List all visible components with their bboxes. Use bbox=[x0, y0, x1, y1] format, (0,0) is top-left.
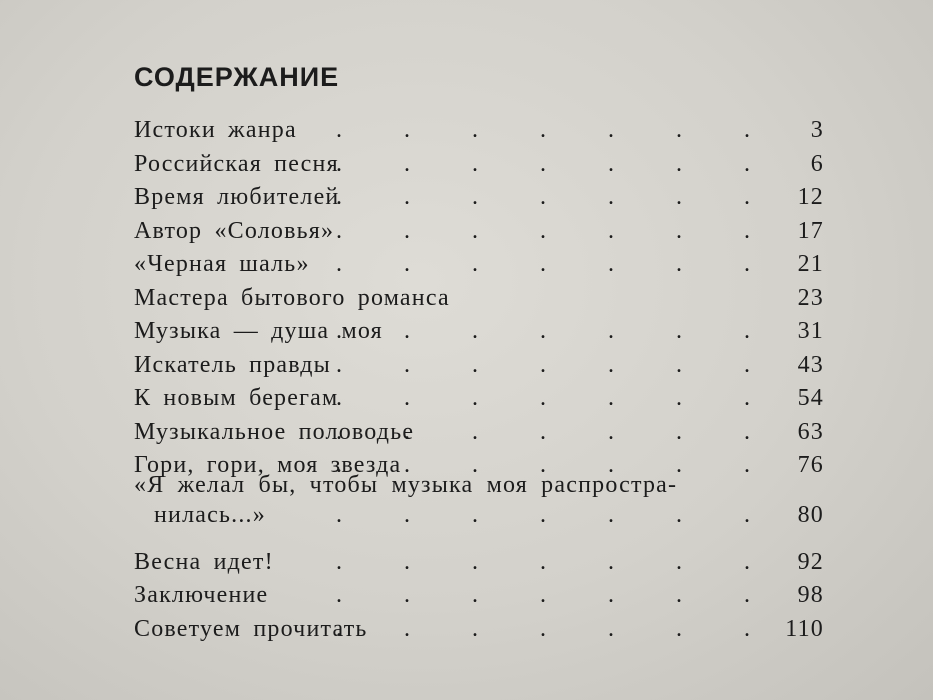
toc-entry bbox=[134, 148, 834, 182]
toc-entry bbox=[134, 282, 834, 316]
toc-entry bbox=[134, 416, 834, 450]
toc-entry-page: 31 bbox=[797, 318, 824, 344]
toc-entry-title: Музыкальное половодье bbox=[134, 418, 415, 445]
dot-leader: . . . . . . . bbox=[336, 501, 778, 528]
toc-entry-page: 54 bbox=[797, 385, 824, 411]
toc-entry-title: Весна идет! bbox=[134, 548, 274, 575]
toc-entry bbox=[134, 613, 834, 647]
dot-leader: . . . . . . . bbox=[336, 385, 778, 411]
toc-entry-title: Истоки жанра bbox=[134, 117, 297, 143]
toc-entry bbox=[134, 114, 834, 148]
toc-entry bbox=[134, 382, 834, 416]
dot-leader: . . . . . . . bbox=[336, 217, 778, 244]
toc-entry-page: 80 bbox=[797, 501, 824, 528]
toc-entry-title-line1: «Я желал бы, чтобы музыка моя распростра- bbox=[134, 471, 678, 498]
dot-leader: . . . . . . . bbox=[336, 582, 778, 608]
toc-entry-title: «Черная шаль» bbox=[134, 251, 310, 277]
toc-entry-page: 17 bbox=[797, 217, 824, 244]
toc-entry bbox=[134, 315, 834, 349]
toc-entry-page: 43 bbox=[797, 351, 824, 378]
toc-entry-page: 23 bbox=[797, 284, 824, 311]
dot-leader: . . . . . . . bbox=[336, 318, 778, 344]
toc-entry-title-line2: нилась...» bbox=[154, 501, 266, 528]
toc-entry-title: Заключение bbox=[134, 582, 269, 608]
toc-entry-title: Гори, гори, моя звезда bbox=[134, 452, 402, 478]
table-of-contents bbox=[134, 114, 834, 646]
toc-entry bbox=[134, 349, 834, 383]
dot-leader: . . . . . . . bbox=[336, 150, 778, 177]
toc-heading: СОДЕРЖАНИЕ bbox=[134, 62, 340, 92]
toc-entry-page: 6 bbox=[810, 150, 824, 177]
toc-entry-title: К новым берегам bbox=[134, 385, 339, 411]
toc-entry-title: Мастера бытового романса bbox=[134, 284, 450, 311]
toc-entry-title: Российская песня bbox=[134, 150, 339, 177]
toc-entry bbox=[134, 215, 834, 249]
dot-leader: . . . . . . . bbox=[336, 452, 778, 478]
toc-entry-page: 21 bbox=[797, 251, 824, 277]
toc-entry-page: 98 bbox=[797, 582, 824, 608]
toc-entry bbox=[134, 181, 834, 215]
toc-entry-page: 3 bbox=[810, 117, 824, 143]
dot-leader: . . . . . . . bbox=[336, 418, 778, 445]
toc-entry-title: Советуем прочитать bbox=[134, 615, 368, 642]
toc-entry-title: Музыка — душа моя bbox=[134, 318, 383, 344]
toc-entry-title: Автор «Соловья» bbox=[134, 217, 335, 244]
toc-entry-page: 76 bbox=[797, 452, 824, 478]
toc-entry bbox=[134, 546, 834, 580]
toc-entry-page: 110 bbox=[785, 615, 824, 642]
toc-entry-title: Время любителей bbox=[134, 184, 340, 210]
dot-leader: . . . . . . . bbox=[336, 117, 778, 143]
dot-leader: . . . . . . . bbox=[336, 615, 778, 642]
toc-entry-title: Искатель правды bbox=[134, 351, 331, 378]
toc-entry-page: 63 bbox=[797, 418, 824, 445]
toc-entry bbox=[134, 579, 834, 613]
dot-leader: . . . . . . . bbox=[336, 251, 778, 277]
dot-leader: . . . . . . . bbox=[336, 351, 778, 378]
toc-entry bbox=[134, 471, 834, 546]
toc-entry bbox=[134, 248, 834, 282]
toc-entry-page: 12 bbox=[797, 184, 824, 210]
toc-entry-page: 92 bbox=[797, 548, 824, 575]
dot-leader: . . . . . . . bbox=[336, 184, 778, 210]
dot-leader: . . . . . . . bbox=[336, 548, 778, 575]
